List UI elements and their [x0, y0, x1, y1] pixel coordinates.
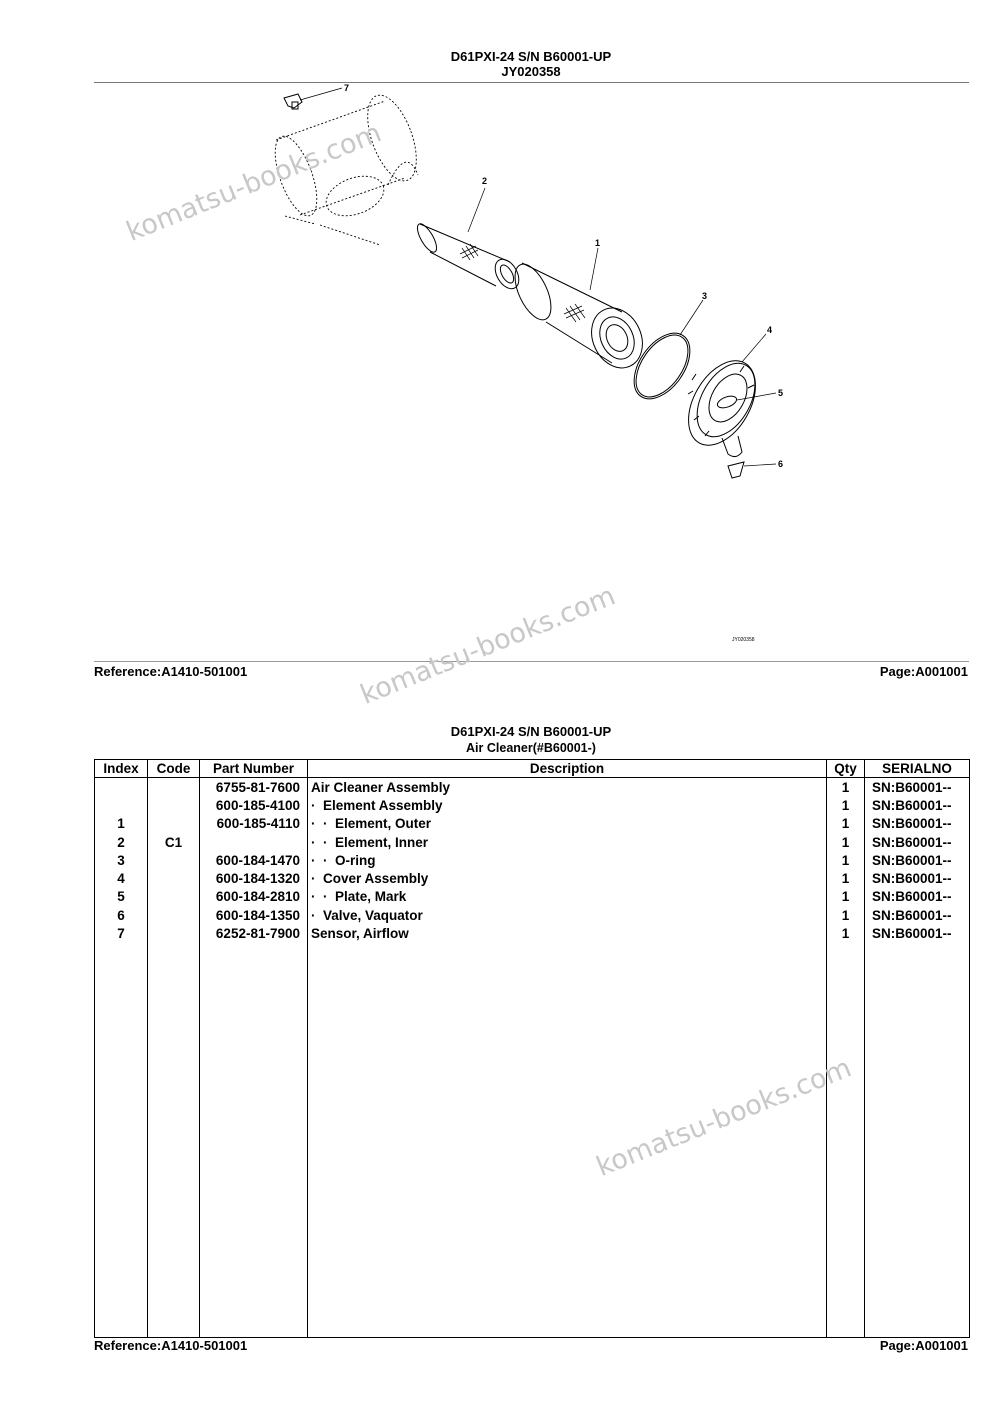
cell-qty: 1	[827, 888, 865, 906]
cell-qty: 1	[827, 778, 865, 797]
cell-serial: SN:B60001--	[865, 924, 970, 942]
cell-serial: SN:B60001--	[865, 851, 970, 869]
cell-description: · Cover Assembly	[308, 869, 827, 887]
table-row	[95, 815, 970, 833]
cell-part-number: 600-184-1350	[200, 906, 308, 924]
col-part-number: Part Number	[200, 760, 308, 778]
col-code: Code	[148, 760, 200, 778]
cell-description: · · O-ring	[308, 851, 827, 869]
part-7-sensor	[284, 88, 342, 109]
cell-code	[148, 851, 200, 869]
col-qty: Qty	[827, 760, 865, 778]
cell-index: 4	[95, 869, 148, 887]
col-serialno: SERIALNO	[865, 760, 970, 778]
cell-serial: SN:B60001--	[865, 815, 970, 833]
cell-code	[148, 888, 200, 906]
cell-index	[95, 796, 148, 814]
cell-serial: SN:B60001--	[865, 778, 970, 797]
cell-part-number: 600-185-4110	[200, 815, 308, 833]
reference-label-1: Reference:A1410-501001	[94, 664, 248, 679]
cell-part-number: 600-184-2810	[200, 888, 308, 906]
parts-table	[94, 759, 970, 1338]
cell-code	[148, 778, 200, 797]
diagram-subtitle: JY020358	[501, 64, 561, 79]
cell-index: 6	[95, 906, 148, 924]
cell-qty: 1	[827, 851, 865, 869]
callout-1: 1	[595, 238, 601, 248]
cell-serial: SN:B60001--	[865, 906, 970, 924]
callout-2: 2	[482, 176, 488, 186]
cell-qty: 1	[827, 796, 865, 814]
table-header	[95, 760, 970, 778]
list-subtitle: Air Cleaner(#B60001-)	[466, 741, 596, 755]
table-row	[95, 833, 970, 851]
cell-serial: SN:B60001--	[865, 869, 970, 887]
cell-code	[148, 869, 200, 887]
cell-code	[148, 906, 200, 924]
part-6-valve	[728, 462, 776, 478]
cell-serial: SN:B60001--	[865, 888, 970, 906]
callout-5: 5	[778, 388, 784, 398]
cell-code	[148, 796, 200, 814]
footer-rule	[94, 661, 969, 662]
cell-part-number	[200, 833, 308, 851]
diagram-title: D61PXI-24 S/N B60001-UP	[450, 49, 612, 64]
watermark-2: komatsu-books.com	[356, 580, 620, 711]
callout-labels	[344, 84, 783, 469]
cell-serial: SN:B60001--	[865, 833, 970, 851]
col-index: Index	[95, 760, 148, 778]
table-row	[95, 851, 970, 869]
cell-index: 7	[95, 924, 148, 942]
table-row	[95, 924, 970, 942]
callout-6: 6	[778, 459, 784, 469]
callout-4: 4	[767, 325, 773, 335]
cell-serial: SN:B60001--	[865, 796, 970, 814]
watermark-3: komatsu-books.com	[592, 1052, 856, 1183]
table-row	[95, 869, 970, 887]
cell-index: 1	[95, 815, 148, 833]
callout-7: 7	[344, 84, 350, 93]
header-rule	[94, 82, 969, 83]
table-row	[95, 778, 970, 797]
part-1-outer-element	[508, 248, 652, 376]
cell-index: 2	[95, 833, 148, 851]
cell-index: 3	[95, 851, 148, 869]
cell-qty: 1	[827, 833, 865, 851]
part-4-cover-assembly	[675, 334, 769, 457]
cell-description: · Valve, Vaquator	[308, 906, 827, 924]
cell-part-number: 600-185-4100	[200, 796, 308, 814]
table-row	[95, 888, 970, 906]
cell-index: 5	[95, 888, 148, 906]
page-label-2: Page:A001001	[879, 1338, 968, 1353]
part-2-inner-element	[414, 188, 524, 293]
cell-qty: 1	[827, 869, 865, 887]
cell-qty: 1	[827, 924, 865, 942]
cell-description: Sensor, Airflow	[308, 924, 827, 942]
cell-index	[95, 778, 148, 797]
cell-part-number: 600-184-1470	[200, 851, 308, 869]
callout-3: 3	[702, 291, 708, 301]
cell-part-number: 6252-81-7900	[200, 924, 308, 942]
cell-qty: 1	[827, 815, 865, 833]
cell-description: · Element Assembly	[308, 796, 827, 814]
cell-code	[148, 924, 200, 942]
cell-part-number: 600-184-1320	[200, 869, 308, 887]
col-description: Description	[308, 760, 827, 778]
page-label-1: Page:A001001	[879, 664, 968, 679]
watermark-1: komatsu-books.com	[122, 117, 386, 248]
cell-description: · · Plate, Mark	[308, 888, 827, 906]
list-title: D61PXI-24 S/N B60001-UP	[450, 724, 612, 739]
cell-description: Air Cleaner Assembly	[308, 778, 827, 797]
cell-description: · · Element, Inner	[308, 833, 827, 851]
cell-description: · · Element, Outer	[308, 815, 827, 833]
table-row	[95, 906, 970, 924]
table-empty-space	[95, 943, 970, 1338]
cell-code	[148, 815, 200, 833]
cell-code: C1	[148, 833, 200, 851]
exploded-parts-diagram	[94, 84, 969, 660]
diagram-code: JY020358	[732, 637, 755, 643]
cell-part-number: 6755-81-7600	[200, 778, 308, 797]
cell-qty: 1	[827, 906, 865, 924]
reference-label-2: Reference:A1410-501001	[94, 1338, 248, 1353]
table-row	[95, 796, 970, 814]
